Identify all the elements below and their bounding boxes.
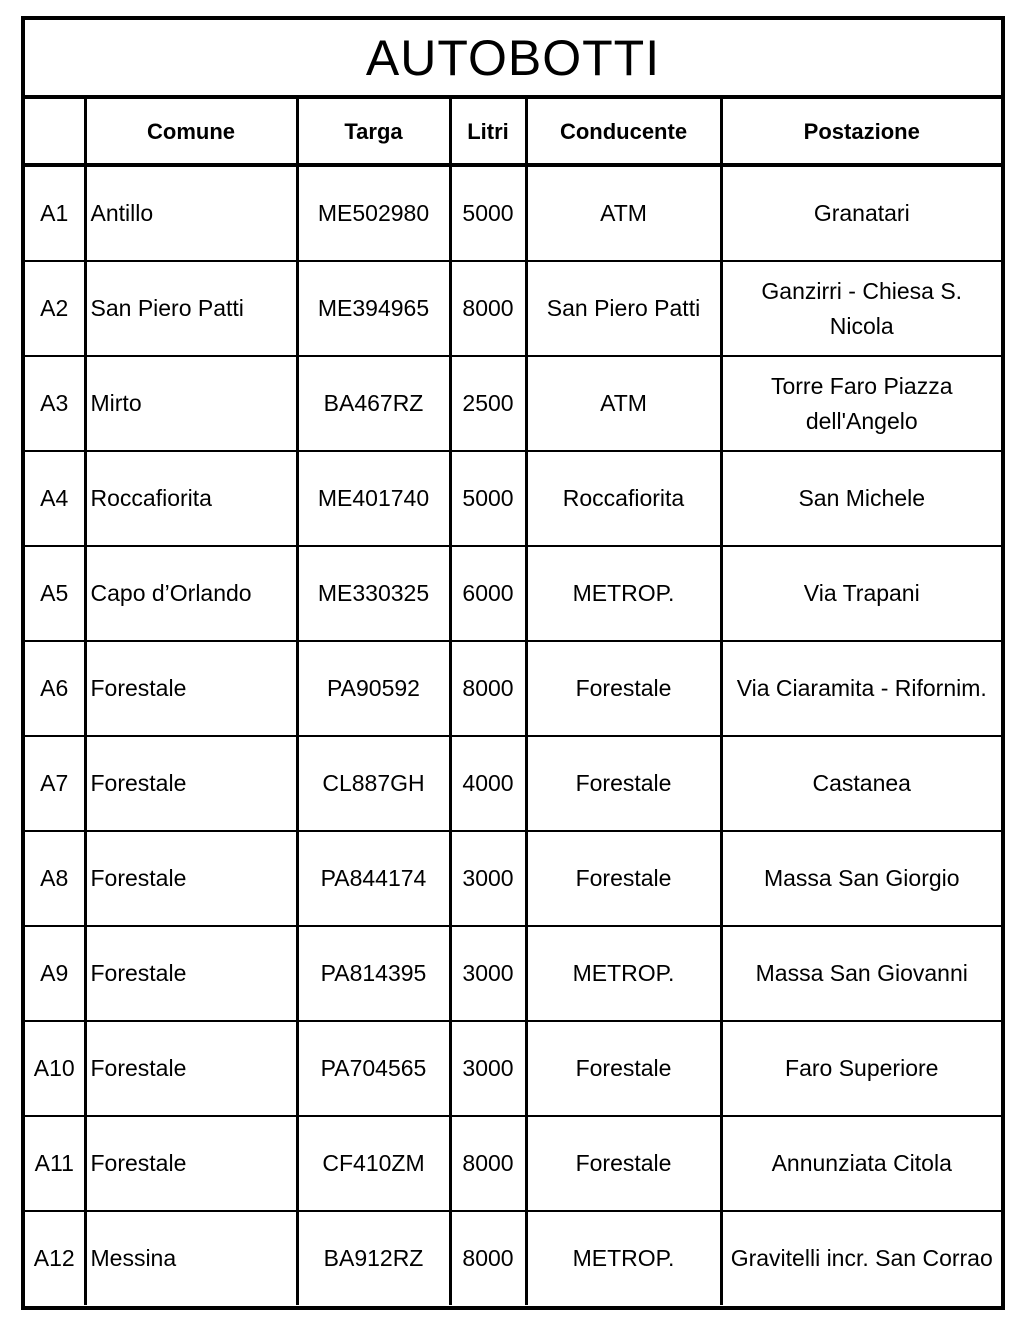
cell-postazione: Granatari (721, 165, 1001, 261)
cell-conducente: METROP. (526, 1211, 721, 1305)
cell-conducente: Forestale (526, 641, 721, 736)
table-row (25, 546, 1001, 641)
cell-targa: CL887GH (297, 736, 450, 831)
cell-litri: 5000 (450, 451, 526, 546)
cell-postazione: Massa San Giovanni (721, 926, 1001, 1021)
header-row (25, 99, 1001, 165)
table-row (25, 356, 1001, 451)
cell-targa: PA90592 (297, 641, 450, 736)
header-targa: Targa (297, 99, 450, 165)
cell-targa: PA704565 (297, 1021, 450, 1116)
cell-targa: BA467RZ (297, 356, 450, 451)
header-conducente: Conducente (526, 99, 721, 165)
cell-id: A11 (25, 1116, 85, 1211)
cell-litri: 3000 (450, 831, 526, 926)
cell-id: A9 (25, 926, 85, 1021)
cell-conducente: METROP. (526, 546, 721, 641)
cell-conducente: Forestale (526, 1116, 721, 1211)
cell-id: A2 (25, 261, 85, 356)
cell-id: A8 (25, 831, 85, 926)
page-title: AUTOBOTTI (25, 20, 1001, 99)
header-postazione: Postazione (721, 99, 1001, 165)
cell-conducente: Forestale (526, 831, 721, 926)
cell-id: A6 (25, 641, 85, 736)
cell-comune: Forestale (85, 1021, 297, 1116)
cell-comune: Forestale (85, 1116, 297, 1211)
autobotti-sheet (21, 16, 1005, 1310)
table-row (25, 1211, 1001, 1305)
table-body (25, 165, 1001, 1305)
header-comune: Comune (85, 99, 297, 165)
table-row (25, 261, 1001, 356)
cell-comune: Forestale (85, 926, 297, 1021)
cell-litri: 3000 (450, 926, 526, 1021)
cell-conducente: ATM (526, 356, 721, 451)
cell-litri: 2500 (450, 356, 526, 451)
cell-id: A12 (33, 1245, 75, 1271)
table-row (25, 736, 1001, 831)
cell-id: A5 (25, 546, 85, 641)
cell-litri: 3000 (450, 1021, 526, 1116)
cell-id: A1 (25, 165, 85, 261)
cell-postazione: Via Trapani (721, 546, 1001, 641)
cell-targa: BA912RZ (297, 1211, 450, 1305)
cell-targa: ME394965 (297, 261, 450, 356)
table-row (25, 831, 1001, 926)
table-row (25, 165, 1001, 261)
cell-id: A10 (25, 1021, 85, 1116)
table-row (25, 451, 1001, 546)
cell-litri: 8000 (450, 1116, 526, 1211)
cell-conducente: San Piero Patti (526, 261, 721, 356)
cell-conducente: ATM (526, 165, 721, 261)
cell-targa: ME330325 (297, 546, 450, 641)
table-row (25, 641, 1001, 736)
cell-litri: 6000 (450, 546, 526, 641)
table-row (25, 926, 1001, 1021)
cell-comune: Mirto (85, 356, 297, 451)
cell-conducente: Forestale (526, 1021, 721, 1116)
cell-conducente: Forestale (526, 736, 721, 831)
cell-conducente: Roccafiorita (526, 451, 721, 546)
header-litri: Litri (450, 99, 526, 165)
cell-comune: Capo d’Orlando (85, 546, 297, 641)
cell-targa: PA814395 (297, 926, 450, 1021)
cell-postazione: Castanea (721, 736, 1001, 831)
table-row (25, 1021, 1001, 1116)
cell-postazione: Annunziata Citola (721, 1116, 1001, 1211)
cell-postazione: Via Ciaramita - Rifornim. (721, 641, 1001, 736)
autobotti-table (25, 99, 1001, 1305)
cell-comune: San Piero Patti (85, 261, 297, 356)
cell-litri: 4000 (450, 736, 526, 831)
cell-postazione: Torre Faro Piazza dell'Angelo (721, 356, 1001, 451)
cell-id: A3 (25, 356, 85, 451)
cell-postazione: Gravitelli incr. San Corrao (721, 1211, 1001, 1305)
cell-comune: Antillo (85, 165, 297, 261)
cell-targa: PA844174 (297, 831, 450, 926)
header-id (25, 99, 85, 165)
cell-targa: ME401740 (297, 451, 450, 546)
cell-comune: Forestale (85, 736, 297, 831)
cell-postazione: Ganzirri - Chiesa S. Nicola (721, 261, 1001, 356)
cell-id: A4 (25, 451, 85, 546)
cell-comune: Forestale (85, 641, 297, 736)
cell-comune: Messina (85, 1211, 297, 1305)
cell-id: A7 (25, 736, 85, 831)
cell-litri: 8000 (450, 1211, 526, 1305)
cell-comune: Roccafiorita (85, 451, 297, 546)
cell-postazione: Faro Superiore (721, 1021, 1001, 1116)
cell-targa: CF410ZM (297, 1116, 450, 1211)
cell-targa: ME502980 (297, 165, 450, 261)
cell-comune: Forestale (85, 831, 297, 926)
cell-postazione: San Michele (721, 451, 1001, 546)
cell-litri: 5000 (450, 165, 526, 261)
cell-litri: 8000 (450, 641, 526, 736)
cell-conducente: METROP. (526, 926, 721, 1021)
cell-postazione: Massa San Giorgio (721, 831, 1001, 926)
cell-litri: 8000 (450, 261, 526, 356)
table-row (25, 1116, 1001, 1211)
